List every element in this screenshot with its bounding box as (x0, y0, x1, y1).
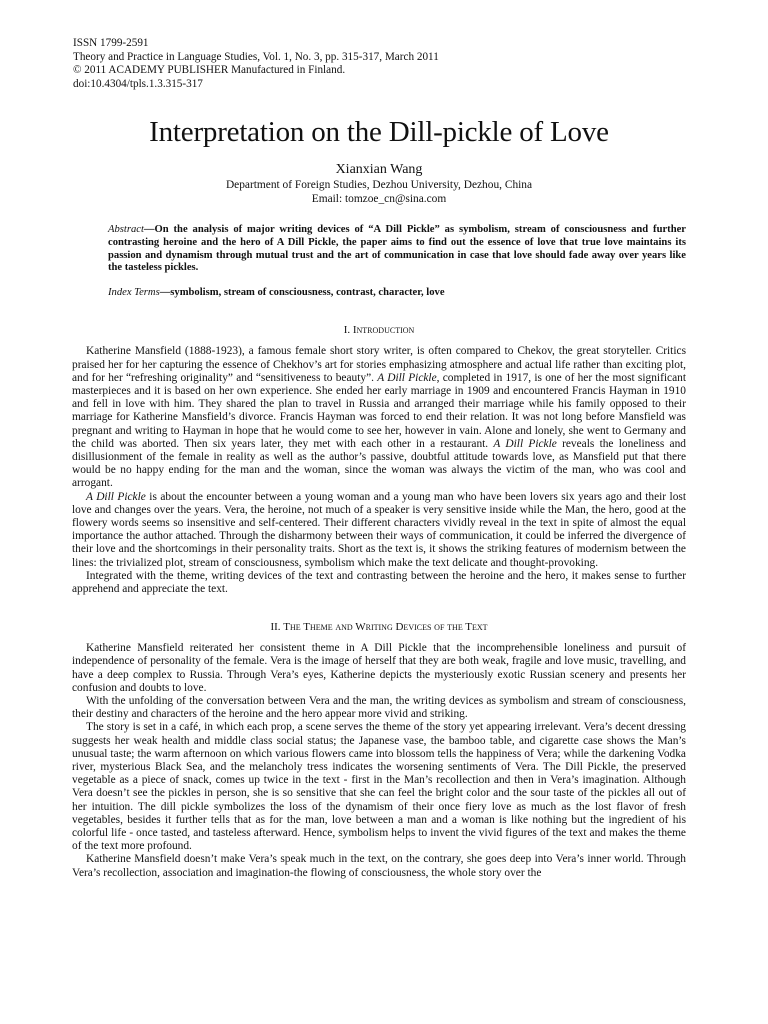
index-terms (108, 287, 686, 300)
section-heading-theme (72, 620, 686, 634)
abstract-label: Abstract (108, 224, 144, 236)
author-affiliation: Department of Foreign Studies, Dezhou University, Dezhou, China (225, 179, 533, 192)
section-number: I. (343, 324, 353, 337)
abstract-text: —On the analysis of major writing devices of “A Dill Pickle” as symbolism, stream of consciousness and further contrasting heroine and the hero of A Dill Pickle, the paper aims to find out the essence of love that true love maintains its passion and dynamism through mutual trust and the art of communication in case that love should fade away over years like the tasteless pickles. (108, 224, 686, 274)
paper-title: Interpretation on the Dill-pickle of Love (149, 116, 609, 149)
paragraph: A Dill Pickle is about the encounter between a young woman and a young man who have been lovers six years ago and their lost love and changes over the years. Vera, the heroine, not much of a speaker is very sensitive inside while the Man, the hero, good at the flowery words seems so insensitive and self-centered. Their different characters vividly reveal in the text in spite of almost the equal importance the author attached. Through the disharmony between their ways of communication, it could be inferred the divergence of their love and the shortcomings in their personality traits. Short as the text is, it shows the striking features of modernism between the lines: the trivialized plot, stream of consciousness, symbolism which make the text delicate and thought-provoking. (72, 490, 687, 569)
section-title: Introduction (352, 324, 415, 337)
author-name: Xianxian Wang (335, 162, 423, 178)
journal-citation: Theory and Practice in Language Studies, Vol. 1, No. 3, pp. 315-317, March 2011 (73, 50, 439, 63)
section-number: II. (270, 621, 284, 634)
paragraph: The story is set in a café, in which each prop, a scene serves the theme of the story yet appearing irrelevant. Vera’s decent dressing suggests her weak health and middle class social status; the Japanese vase, the bamboo table, and cigarette case shows the Man’s unusual taste; the warm afternoon on which various flowers came into blossom tells the happiness of Vera; while the darkening Vodka river, mysterious Black Sea, and the melancholy tress indicates the worsening sentiments of Vera. The Dill Pickle, the preserved vegetable as a piece of snack, comes up twice in the text - first in the Man’s recollection and then in Vera’s imagination. Although Vera doesn’t see the pickles in person, she is so sensitive that she can feel the bright color and the sour taste of the pickles all out of her intuition. The dill pickle symbolizes the loss of the dynamism of their once fiery love as much as the lost flavor of fresh vegetables, besides it further tells that as for the man, love between a man and a woman is like nothing but the ingredient of his colorful life - once tasted, and tasteless afterward. Hence, symbolism helps to invent the vivid figures of the text and makes the theme of the text more profound. (72, 721, 686, 853)
abstract (108, 224, 686, 274)
doi: doi:10.4304/tpls.1.3.315-317 (73, 77, 203, 90)
copyright: © 2011 ACADEMY PUBLISHER Manufactured in Finland. (73, 64, 346, 77)
section-heading-introduction (72, 323, 686, 337)
paragraph: With the unfolding of the conversation between Vera and the man, the writing devices as symbolism and stream of consciousness, their destiny and characters of the heroine and the hero appear more vivid and striking. (72, 695, 686, 721)
author-email: Email: tomzoe_cn@sina.com (311, 193, 447, 206)
paragraph: Katherine Mansfield doesn’t make Vera’s speak much in the text, on the contrary, she goes deep into Vera’s inner world. Through Vera’s recollection, association and imagination-the flowing of consciousness, the whole story over the (72, 853, 686, 879)
paragraph: Katherine Mansfield reiterated her consistent theme in A Dill Pickle that the incomprehensible loneliness and pursuit of independence of personality of the female. Vera is the image of herself that they are both weak, fragile and love music, travelling, and have a deep complex to Russia. Through Vera’s eyes, Katherine depicts the mysteriously exotic Russian scenery and presents her confusion and doubts to love. (72, 642, 686, 694)
paragraph: Integrated with the theme, writing devices of the text and contrasting between the heroine and the hero, it makes sense to further apprehend and appreciate the text. (72, 569, 686, 595)
journal-header (73, 37, 686, 91)
index-terms-label: Index Terms (108, 286, 160, 298)
paragraph: Katherine Mansfield (1888-1923), a famous female short story writer, is often compared to Chekov, the great storyteller. Critics praised her for her capturing the essence of Chekhov’s art for stories emphasizing atmosphere and actual life rather than exciting plot, and for her “refreshing originality” and “sensitiveness to beauty”. A Dill Pickle, completed in 1917, is one of her the most significant masterpieces and it is based on her own experience. She ended her early marriage in 1909 and encountered Francis Hayman in 1910 and fell in love with him. They shared the plan to travel in Russia and arranged their marriage while his family opposed to their marriage for Katherine Mansfield’s divorce. Francis Hayman was forced to end their relation. It was not long before Mansfield was pregnant and writing to Hayman in hope that he would come to see her, however in vain. Alone and lonely, she went to Germany and the child was aborted. Then six years later, they met with each other in a restaurant. A Dill Pickle reveals the loneliness and disillusionment of the female in reality as well as the author’s passive, doubtful attitude towards love, as Mansfield put that there would be no happy ending for the man and the woman, since the woman was always the victim of the man, who was cool and arrogant. (72, 345, 687, 490)
section-title: The Theme and Writing Devices of the Text (283, 621, 488, 634)
issn: ISSN 1799-2591 (73, 37, 149, 49)
index-terms-text: —symbolism, stream of consciousness, contrast, character, love (159, 286, 445, 298)
